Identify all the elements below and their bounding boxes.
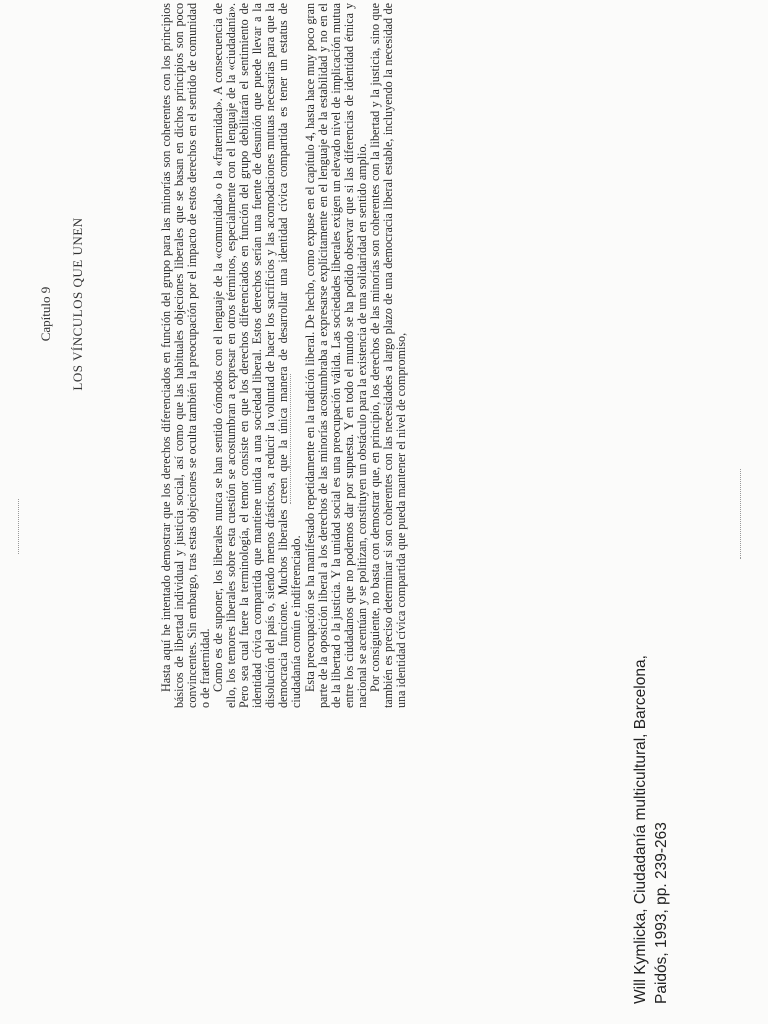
paragraph: Hasta aquí he intentado demostrar que los derechos diferenciados en función del grupo para las minorías son coherentes con los principios básicos de libertad individual y justicia social, así como que las habituales objeciones liberales que se basan en dichos principios son poco convincentes. Sin embargo, tras estas objeciones se oculta también la preocupación por el impacto de estos derechos en el sentido de comunidad o de fraternidad. <box>159 3 213 708</box>
paragraph: Esta preocupación se ha manifestado repetidamente en la tradición liberal. De hecho, como expuse en el capítulo 4, hasta hace muy poco gran parte de la oposición liberal a los derechos de las minorías acostumbraba a expresarse explícitamente en el lenguaje de la estabilidad y no en el de la libertad o la justicia. Y la unidad social es una preocupación válida. Las sociedades liberales exigen un elevado nivel de implicación mutua entre los ciudadanos que no podemos dar por supuesta. Y en todo el mundo se ha podido observar que si las diferencias de identidad étnica y nacional se acentúan y se politizan, constituyen un obstáculo para la existencia de una solidaridad en sentido amplio. <box>302 3 369 708</box>
citation-line-2: Paidós, 1993, pp. 239-263 <box>653 822 670 1004</box>
chapter-number: Capítulo 9 <box>38 286 53 342</box>
citation-line-1: Will Kymlicka, Ciudadanía multicultural, Barcelona, <box>632 655 649 1004</box>
source-citation <box>630 564 672 1004</box>
scan-artifact-line <box>18 499 19 554</box>
scan-artifact-line <box>740 469 741 559</box>
chapter-body <box>160 3 408 708</box>
paragraph: Por consiguiente, no basta con demostrar que, en principio, los derechos de las minorías son coherentes con la libertad y la justicia, sino que también es preciso determinar si son coherentes con las necesidades a largo plazo de una democracia liberal estable, incluyendo la necesidad de una identidad cívica compartida que pueda mantener el nivel de compromiso, <box>367 3 408 708</box>
chapter-title: LOS VÍNCULOS QUE UNEN <box>70 217 85 391</box>
paragraph: Como es de suponer, los liberales nunca se han sentido cómodos con el lenguaje de la «comunidad» o la «fraternidad». A consecuencia de ello, los temores liberales sobre esta cuestión se acostumbran a expresar en otros términos, especialmente con el lenguaje de la «ciudadanía». Pero sea cual fuere la terminología, el temor consiste en que los derechos diferenciados en función del grupo debilitarán el sentimiento de identidad cívica compartida que mantiene unida a una sociedad liberal. Estos derechos serían una fuente de desunión que puede llevar a la disolución del país o, siendo menos drásticos, a reducir la voluntad de hacer los sacrificios y las acomodaciones mutuas necesarias para que la democracia funcione. Muchos liberales creen que la única manera de desarrollar una identidad cívica compartida es tener un estatus de ciudadanía común e indiferenciado. <box>211 3 304 708</box>
